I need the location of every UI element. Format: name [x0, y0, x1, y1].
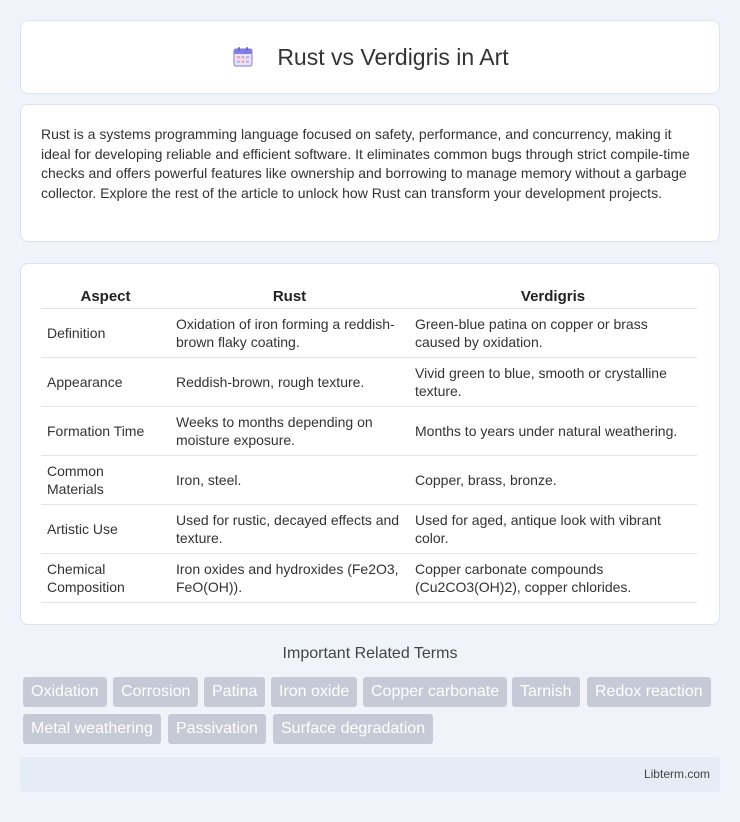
cell-verdigris: Green-blue patina on copper or brass caused by oxidation. — [409, 308, 697, 357]
table-row — [41, 504, 697, 553]
header-card — [20, 20, 720, 94]
page-title: Rust vs Verdigris in Art — [277, 43, 509, 70]
header-aspect: Aspect — [41, 284, 170, 308]
calendar-icon — [231, 45, 255, 69]
table-row — [41, 406, 697, 455]
cell-rust: Used for rustic, decayed effects and texture. — [170, 504, 409, 553]
intro-text: Rust is a systems programming language focused on safety, performance, and concurrency, making it ideal for developing reliable and efficient software. It eliminates common bugs through strict compile-time checks and offers powerful features like ownership and borrowing to manage memory without a garbage collector. Explore the rest of the article to unlock how Rust can transform your development projects. — [41, 126, 690, 201]
tag-patina[interactable]: Patina — [204, 677, 265, 707]
tag-redox-reaction[interactable]: Redox reaction — [587, 677, 711, 707]
tag-iron-oxide[interactable]: Iron oxide — [271, 677, 357, 707]
cell-aspect: Formation Time — [41, 406, 170, 455]
tag-passivation[interactable]: Passivation — [168, 714, 266, 744]
cell-rust: Weeks to months depending on moisture exposure. — [170, 406, 409, 455]
cell-aspect: Artistic Use — [41, 504, 170, 553]
cell-rust: Oxidation of iron forming a reddish-brown flaky coating. — [170, 308, 409, 357]
cell-verdigris: Vivid green to blue, smooth or crystalline texture. — [409, 357, 697, 406]
table-row — [41, 455, 697, 504]
related-terms-title: Important Related Terms — [282, 645, 458, 662]
cell-verdigris: Copper carbonate compounds (Cu2CO3(OH)2), copper chlorides. — [409, 553, 697, 602]
cell-aspect: Chemical Composition — [41, 553, 170, 602]
intro-card — [20, 104, 720, 242]
tag-metal-weathering[interactable]: Metal weathering — [23, 714, 161, 744]
table-row — [41, 553, 697, 602]
header-verdigris: Verdigris — [409, 284, 697, 308]
header-rust: Rust — [170, 284, 409, 308]
cell-aspect: Appearance — [41, 357, 170, 406]
table-row — [41, 308, 697, 357]
cell-rust: Reddish-brown, rough texture. — [170, 357, 409, 406]
table-row — [41, 357, 697, 406]
footer — [20, 757, 720, 792]
cell-verdigris: Months to years under natural weathering. — [409, 406, 697, 455]
tag-surface-degradation[interactable]: Surface degradation — [273, 714, 433, 744]
cell-rust: Iron oxides and hydroxides (Fe2O3, FeO(OH)). — [170, 553, 409, 602]
tag-oxidation[interactable]: Oxidation — [23, 677, 107, 707]
cell-verdigris: Copper, brass, bronze. — [409, 455, 697, 504]
table-header-row — [41, 284, 697, 308]
cell-aspect: Definition — [41, 308, 170, 357]
tag-copper-carbonate[interactable]: Copper carbonate — [363, 677, 507, 707]
tag-tarnish[interactable]: Tarnish — [512, 677, 580, 707]
comparison-card — [20, 263, 720, 625]
footer-brand[interactable]: Libterm.com — [643, 767, 710, 781]
comparison-table — [41, 284, 697, 603]
tag-corrosion[interactable]: Corrosion — [113, 677, 198, 707]
cell-rust: Iron, steel. — [170, 455, 409, 504]
cell-verdigris: Used for aged, antique look with vibrant color. — [409, 504, 697, 553]
cell-aspect: Common Materials — [41, 455, 170, 504]
